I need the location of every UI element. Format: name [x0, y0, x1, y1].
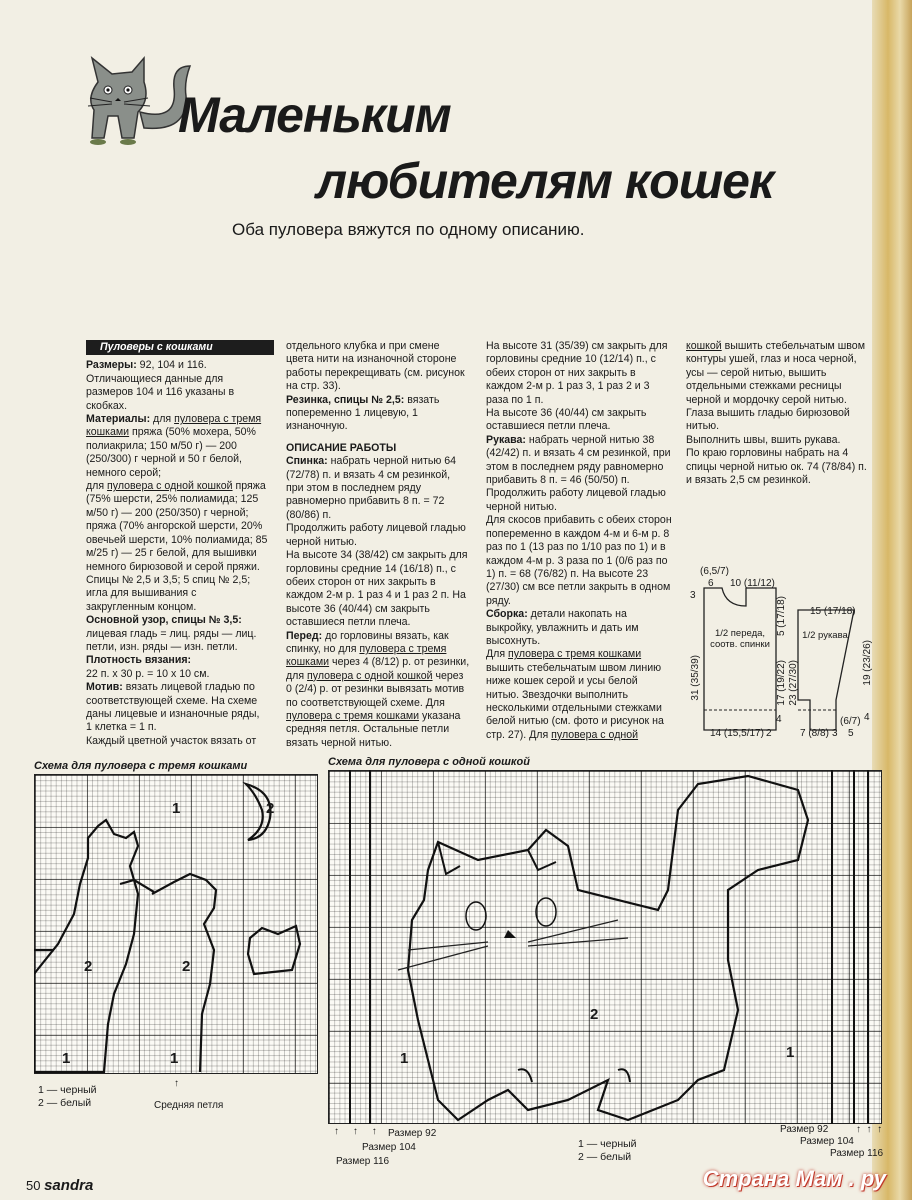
- col3-p1: На высоте 31 (35/39) см закрыть для горловины средние 10 (12/14) п., с обеих сторон от них закрыть в каждом 2-м р. 1 раз 3, 1 раз 2 и 3 раза по 1 п.: [486, 340, 668, 406]
- left-chart-num-2a: 2: [266, 800, 275, 817]
- motif-end: Каждый цветной участок вязать от: [86, 734, 257, 747]
- front-paragraph: Перед: до горловины вязать, как спинку, но для пуловера с тремя кошками через 4 (8/12) р. от резинки, для пуловера с одной кошкой через 0 (2/4) р. от резинки вывязать мотив по соответствующей схеме. Для пуловера с тремя кошками указана средняя петля. Остальные петли вязать черной нитью.: [286, 629, 470, 749]
- sleeve-dim-b1: 7 (8/8): [800, 728, 829, 739]
- page-title-line-1: Маленьким: [178, 87, 451, 143]
- motif-paragraph: Мотив: вязать лицевой гладью по соответствующей схеме. На схеме даны лицевые и изнаночные ряды, 1 клетка = 1 п.: [86, 681, 260, 734]
- sleeve-dim-b5: 4: [864, 712, 870, 723]
- col3-p2: На высоте 36 (40/44) см закрыть оставшиеся петли плеча.: [486, 407, 647, 433]
- sleeves-paragraph: Рукава: набрать черной нитью 38 (42/42) п. и вязать 4 см резинкой, при этом в последнем ряду равномерно прибавить 8 п. = 46 (50/50) п.: [486, 433, 671, 487]
- text-column-2: [286, 340, 470, 750]
- col4-p3: По краю горловины набрать на 4 спицы черной нитью ок. 74 (78/84) п. и вязать 2,5 см резинкой.: [686, 447, 867, 487]
- sizes-note: Отличающиеся данные для размеров 104 и 116 указаны в скобках.: [86, 372, 235, 412]
- sleeve-dim-right: 19 (23/26): [862, 640, 873, 686]
- size-arrows-left-icon: ↑ ↑ ↑: [334, 1126, 377, 1137]
- size-116-right: Размер 116: [830, 1148, 884, 1159]
- size-92-left: Размер 92: [388, 1128, 437, 1139]
- needles-paragraph: Спицы № 2,5 и 3,5; 5 спиц № 2,5; игла для вышивания с закругленным концом.: [86, 573, 251, 613]
- dim-bottom-2: 2: [766, 728, 772, 739]
- size-116-left: Размер 116: [336, 1156, 390, 1167]
- col4-p2: Выполнить швы, вшить рукава.: [686, 433, 841, 446]
- text-column-3: [486, 340, 672, 742]
- materials-paragraph-2: для пуловера с одной кошкой пряжа (75% шерсти, 25% полиамида; 125 м/50 г) — 200 (250/350) г черной; пряжа (70% ангорской шерсти, 20% овечьей шерсти, 10% полиамида; 85 м/25 г) — 25 г белой, для вышивки немного бирюзовой и серой пряжи.: [86, 480, 268, 573]
- materials-paragraph: Материалы: для пуловера с тремя кошками пряжа (50% мохера, 50% полиакрила; 150 м/50 г) — 200 (250/300) г черной и 50 г белой, немного серой;: [86, 413, 262, 479]
- page-footer: [26, 1177, 93, 1194]
- col4-p1: кошкой вышить стебельчатым швом контуры ушей, глаз и носа черной, усы — серой нитью, вышить отдельными стежками ресницы черной и мордочку серой нитью. Глаза вышить гладью бирюзовой нитью.: [686, 340, 865, 433]
- density-label: Плотность вязания:: [86, 654, 192, 667]
- col3-p3: Продолжить работу лицевой гладью черной нитью.: [486, 487, 666, 513]
- watermark: Страна Мам . ру: [702, 1166, 886, 1191]
- dim-bottom: 14 (15,5/17): [710, 728, 764, 739]
- dim-top-3: 10 (11/12): [730, 578, 775, 589]
- work-header: ОПИСАНИЕ РАБОТЫ: [286, 441, 397, 454]
- sleeve-dim-top: 15 (17/18): [810, 606, 856, 617]
- right-chart-title: Схема для пуловера с одной кошкой: [328, 756, 530, 768]
- dim-right-3: 4: [776, 714, 782, 725]
- text-column-4: [686, 340, 870, 487]
- left-chart-num-2b: 2: [84, 958, 93, 975]
- dim-left-2: 31 (35/39): [690, 655, 701, 701]
- left-chart-legend: [38, 1084, 97, 1110]
- col3-p5: Для пуловера с тремя кошками вышить стебельчатым швом линию ниже кошек серой и усы белой нитью. Звездочки выполнить несколькими отдельными стежками белой нитью (см. фото и рисунок на стр. 27). Для пуловера с одной: [486, 648, 664, 741]
- left-chart-num-1b: 1: [62, 1050, 71, 1067]
- legend-black: 1 — черный: [38, 1084, 97, 1096]
- dim-right-1: 5 (17/18): [776, 596, 787, 637]
- col3-p4: Для скосов прибавить с обеих сторон попеременно в каждом 4-м и 6-м р. 8 раз по 1 (13 раз по 1/10 раз по 1) и в каждом 4-м р. 3 раза по 1 (0/6 раз по 1) п. = 68 (76/82) п. На высоте 23 (27/30) см все петли закрыть в одном ряду.: [486, 514, 672, 607]
- sleeve-dim-left: 23 (27/30): [788, 660, 799, 706]
- page-subtitle: Оба пуловера вяжутся по одному описанию.: [232, 220, 585, 239]
- dim-top-1: (6,5/7): [700, 566, 729, 577]
- right-chart-num-2: 2: [590, 1006, 599, 1023]
- left-chart-grid: [34, 774, 318, 1074]
- right-chart-grid: [328, 770, 882, 1124]
- middle-stitch-label: Средняя петля: [154, 1100, 224, 1111]
- dim-right-2: 17 (19/22): [776, 660, 787, 706]
- sleeve-dim-b3: 5: [848, 728, 854, 739]
- legend-black-right: 1 — черный: [578, 1138, 637, 1150]
- legend-white: 2 — белый: [38, 1097, 92, 1109]
- dim-top-2: 6: [708, 578, 714, 589]
- size-92-right: Размер 92: [780, 1124, 829, 1135]
- sleeve-dim-b4: (6/7): [840, 716, 861, 727]
- left-chart-num-1c: 1: [170, 1050, 179, 1067]
- right-chart-legend: [578, 1138, 637, 1164]
- back-paragraph-2: Продолжить работу лицевой гладью черной нитью.: [286, 522, 466, 548]
- rib-paragraph: Резинка, спицы № 2,5: вязать попеременно 1 лицевую, 1 изнаночную.: [286, 393, 440, 433]
- density-value: 22 п. х 30 р. = 10 х 10 см.: [86, 667, 210, 680]
- size-104-left: Размер 104: [362, 1142, 416, 1153]
- assembly-paragraph: Сборка: детали накопать на выкройку, увлажнить и дать им высохнуть.: [486, 608, 639, 647]
- page-title-line-2: любителям кошек: [316, 153, 774, 209]
- sleeve-piece-label: 1/2 рукава: [802, 630, 848, 641]
- text-column-1: [86, 340, 268, 748]
- middle-stitch-arrow-icon: ↑: [174, 1078, 179, 1089]
- dim-left-1: 3: [690, 590, 696, 601]
- back-paragraph-3: На высоте 34 (38/42) см закрыть для горловины средние 14 (16/18) п., с обеих сторон от них закрыть в каждом 2-м р. 1 раз 4 и 1 раз 2 п. На высоте 36 (40/44) см закрыть оставшиеся петли плеча.: [286, 549, 468, 629]
- left-chart-num-2c: 2: [182, 958, 191, 975]
- section-header: Пуловеры с кошками: [86, 340, 274, 355]
- size-arrows-right-icon: ↑ ↑ ↑: [856, 1124, 883, 1135]
- body-piece-label: 1/2 переда, соотв. спинки: [710, 628, 770, 650]
- page-number: 50: [26, 1178, 41, 1193]
- legend-white-right: 2 — белый: [578, 1151, 632, 1163]
- brand-name: sandra: [44, 1177, 94, 1194]
- sleeve-dim-b2: 3: [832, 728, 838, 739]
- left-chart-title: Схема для пуловера с тремя кошками: [34, 760, 248, 772]
- back-paragraph: Спинка: набрать черной нитью 64 (72/78) п. и вязать 4 см резинкой, при этом в последнем ряду равномерно прибавить 8 п. = 72 (80/86) п.: [286, 455, 457, 521]
- pattern-paragraph: Основной узор, спицы № 3,5: лицевая гладь = лиц. ряды — лиц. петли, изн. ряды — изн. петли.: [86, 614, 257, 653]
- right-chart-num-1b: 1: [786, 1044, 795, 1061]
- left-chart-num-1: 1: [172, 800, 181, 817]
- size-104-right: Размер 104: [800, 1136, 854, 1147]
- sizes-paragraph: Размеры: 92, 104 и 116.: [86, 359, 207, 372]
- right-chart-num-1a: 1: [400, 1050, 409, 1067]
- col2-continuation: отдельного клубка и при смене цвета нити на изнаночной стороне работы перекрещивать (см. рисунок на стр. 33).: [286, 340, 465, 393]
